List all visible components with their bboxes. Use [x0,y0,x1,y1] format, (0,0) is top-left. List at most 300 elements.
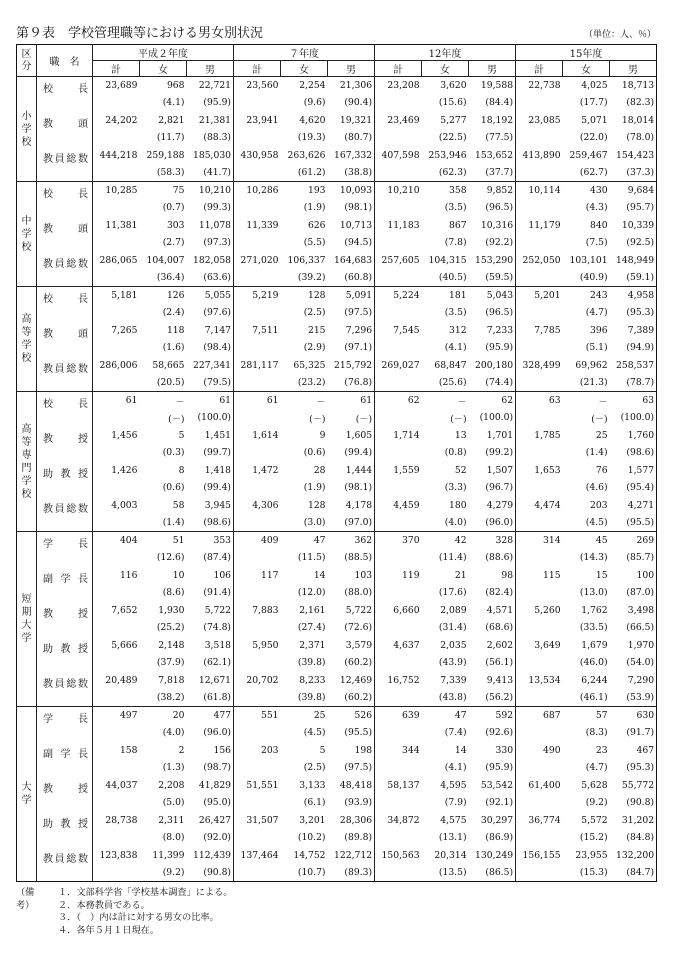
table-row [17,252,657,270]
ratio-cell: (89.8) [328,829,375,847]
value-cell: 11,399 [152,849,185,861]
value-cell: 112,439 [187,847,234,865]
ratio-cell: (3.5) [444,307,467,319]
ratio-cell: (9.2) [162,867,185,878]
ratio-cell: (96.5) [469,199,516,217]
empty-cell [93,514,140,532]
value-cell: － [422,392,469,410]
value-cell: 130,249 [469,847,516,865]
value-cell: 7,389 [627,324,655,336]
empty-cell [93,794,140,812]
value-cell: 2,371 [299,639,326,651]
empty-cell [375,304,422,322]
value-cell: 30,297 [469,812,516,830]
table-body [17,77,657,882]
value-cell: 5,055 [187,287,234,305]
empty-cell [516,584,563,602]
empty-cell [93,409,140,427]
value-cell: 4,459 [393,499,420,511]
position-label: 助教授 [37,637,93,672]
value-cell: 312 [449,324,467,336]
empty-cell [234,444,281,462]
value-cell: 23 [595,744,608,756]
value-cell: 26,427 [187,812,234,830]
value-cell: 1,614 [252,429,279,441]
value-cell: 63 [610,392,657,410]
value-cell: 31,507 [246,814,279,826]
position-label: 教 頭 [37,112,93,147]
ratio-cell: (10.7) [297,867,326,878]
value-cell: 41,829 [187,777,234,795]
position-label: 教 授 [37,427,93,462]
empty-cell [234,689,281,707]
value-cell: 15 [595,569,608,581]
empty-cell [375,794,422,812]
empty-cell [93,689,140,707]
section-label: 中学校 [17,182,37,287]
value-cell: 58,137 [387,779,420,791]
value-cell: 23,689 [105,80,138,91]
value-cell: 5,181 [93,287,140,305]
ratio-cell: (5.0) [162,797,185,809]
value-cell: 362 [328,532,375,550]
position-label: 教員総数 [37,147,93,182]
page-title: 第９表 学校管理職等における男女別状況 [16,26,264,41]
value-cell: 551 [234,707,281,725]
table-row [17,812,657,830]
value-cell: 103 [328,567,375,585]
value-cell: 20,702 [246,674,279,686]
value-cell: 116 [119,569,138,581]
value-cell: 61 [187,392,234,410]
ratio-cell: (63.6) [187,269,234,287]
ratio-row [17,654,657,672]
value-cell: 126 [140,287,187,305]
value-cell: 1,507 [469,462,516,480]
ratio-cell: (36.4) [156,272,185,283]
value-cell: 13,534 [528,674,561,686]
ratio-row [17,584,657,602]
value-cell: 23,955 [575,849,608,861]
header-sub: 女 [140,61,187,77]
value-cell: 2,161 [299,604,326,616]
ratio-cell: (37.7) [469,164,516,182]
empty-cell [234,479,281,497]
empty-cell [93,654,140,672]
empty-cell [234,794,281,812]
value-cell: 592 [469,707,516,725]
value-cell: 258,537 [616,359,655,371]
value-cell: 407,598 [381,149,420,161]
ratio-cell: (12.0) [297,587,326,599]
value-cell: 19,321 [328,112,375,130]
value-cell: 117 [260,569,279,581]
value-cell: 1,456 [111,429,138,441]
ratio-cell: (99.7) [187,444,234,462]
ratio-cell: (56.1) [469,654,516,672]
value-cell: 271,020 [240,254,279,266]
value-cell: 4,575 [440,814,467,826]
header-sub: 女 [422,61,469,77]
ratio-row [17,269,657,287]
ratio-row [17,724,657,742]
value-cell: 4,571 [469,602,516,620]
value-cell: 122,712 [328,847,375,865]
value-cell: 430 [563,182,610,200]
position-label: 校 長 [37,77,93,112]
value-cell: 263,626 [287,149,326,161]
value-cell: 7,545 [393,324,420,336]
ratio-cell: (62.7) [579,167,608,178]
value-cell: 61 [234,392,281,410]
value-cell: 330 [469,742,516,760]
empty-cell [234,129,281,147]
empty-cell [516,514,563,532]
ratio-cell: (4.1) [444,762,467,774]
header-section: 区分 [17,45,37,77]
table-row [17,287,657,305]
ratio-cell: (41.7) [187,164,234,182]
note-item: ４．各年５月１日現在。 [58,924,160,936]
notes-list [58,887,458,937]
value-cell: 626 [307,219,326,231]
ratio-cell: (90.8) [187,864,234,882]
ratio-cell: (89.3) [328,864,375,882]
ratio-cell: (17.7) [579,97,608,109]
value-cell: 45 [563,532,610,550]
ratio-cell: (92.5) [626,237,655,249]
ratio-cell: (4.5) [303,727,326,739]
value-cell: 16,752 [387,674,420,686]
ratio-cell: (97.3) [187,234,234,252]
value-cell: 76 [595,464,608,476]
ratio-cell: (4.0) [162,727,185,739]
value-cell: 14 [454,744,467,756]
ratio-cell: (11.5) [297,552,326,564]
ratio-cell: (9.6) [303,97,326,109]
position-label: 学 長 [37,532,93,567]
empty-cell [516,269,563,287]
value-cell: 243 [563,287,610,305]
empty-cell [375,374,422,392]
ratio-cell: (1.4) [162,517,185,528]
position-label: 助教授 [37,462,93,497]
value-cell: － [140,392,187,410]
empty-cell [375,164,422,182]
ratio-row [17,409,657,427]
value-cell: 2,602 [469,637,516,655]
value-cell: 7,265 [111,324,138,336]
ratio-cell: (0.3) [162,447,185,459]
empty-cell [375,94,422,112]
table-row [17,357,657,375]
ratio-cell: (79.5) [187,374,234,392]
value-cell: 106 [187,567,234,585]
header-sub: 男 [328,61,375,77]
value-cell: 1,760 [627,429,655,441]
value-cell: 98 [469,567,516,585]
value-cell: 153,652 [469,147,516,165]
value-cell: 182,058 [187,252,234,270]
value-cell: 396 [590,324,608,336]
value-cell: 10,285 [93,182,140,200]
value-cell: 42 [422,532,469,550]
value-cell: － [563,392,610,410]
value-cell: 7,511 [252,324,279,336]
empty-cell [516,689,563,707]
note-item: ２．本務教員である。 [58,899,150,911]
value-cell: 7,147 [187,322,234,340]
value-cell: 286,006 [99,359,138,371]
value-cell: 1,970 [627,639,655,651]
ratio-cell: (97.0) [328,514,375,532]
value-cell: 9,852 [469,182,516,200]
value-cell: 5 [178,429,185,441]
position-label: 教員総数 [37,847,93,882]
ratio-cell: (33.5) [579,622,608,634]
ratio-cell: (43.9) [438,657,467,669]
value-cell: 269,027 [381,359,420,371]
ratio-cell: (95.9) [469,759,516,777]
ratio-row [17,759,657,777]
value-cell: 36,774 [528,814,561,826]
ratio-cell: (4.7) [585,307,608,319]
ratio-cell: (76.8) [328,374,375,392]
ratio-cell: (95.7) [626,202,655,214]
ratio-cell: (0.8) [444,447,467,459]
value-cell: 31,202 [621,814,655,826]
ratio-cell: (93.9) [328,794,375,812]
ratio-cell: (99.4) [187,479,234,497]
ratio-cell: (8.0) [162,832,185,844]
ratio-cell: (4.1) [444,342,467,354]
value-cell: 1,418 [187,462,234,480]
empty-cell [93,304,140,322]
value-cell: 69,962 [575,359,608,371]
value-cell: 203 [260,744,279,756]
ratio-row [17,829,657,847]
value-cell: 5,043 [469,287,516,305]
value-cell: 21,381 [187,112,234,130]
empty-cell [375,479,422,497]
value-cell: 7,233 [469,322,516,340]
value-cell: 7,785 [534,324,561,336]
value-cell: 154,423 [616,149,655,161]
ratio-row [17,94,657,112]
value-cell: 630 [610,707,657,725]
ratio-cell: (95.9) [469,339,516,357]
value-cell: 5,219 [234,287,281,305]
data-table [16,44,657,882]
value-cell: 75 [140,182,187,200]
ratio-cell: (98.7) [187,759,234,777]
empty-cell [516,864,563,882]
ratio-cell: (2.4) [162,307,185,319]
value-cell: 5,071 [581,114,608,126]
empty-cell [234,374,281,392]
ratio-cell: (－) [591,413,608,425]
value-cell: 5,572 [581,814,608,826]
ratio-cell: (3.0) [303,517,326,528]
ratio-cell: (91.7) [626,727,655,739]
empty-cell [93,164,140,182]
position-label: 教員総数 [37,497,93,532]
ratio-cell: (62.1) [187,654,234,672]
empty-cell [234,304,281,322]
value-cell: 65,325 [293,359,326,371]
value-cell: 3,945 [187,497,234,515]
value-cell: 63 [516,392,563,410]
ratio-cell: (98.6) [187,514,234,532]
ratio-cell: (39.2) [297,272,326,283]
value-cell: 477 [187,707,234,725]
value-cell: 28,738 [105,814,138,826]
ratio-cell: (87.0) [626,587,655,599]
ratio-cell: (61.8) [187,689,234,707]
value-cell: 8 [178,464,185,476]
ratio-cell: (68.6) [469,619,516,637]
ratio-cell: (1.3) [162,762,185,774]
ratio-cell: (53.9) [626,692,655,703]
value-cell: 180 [449,499,467,511]
value-cell: 11,183 [387,219,420,231]
ratio-cell: (7.5) [585,237,608,249]
empty-cell [234,409,281,427]
value-cell: 269 [610,532,657,550]
empty-cell [234,199,281,217]
ratio-cell: (96.7) [469,479,516,497]
header-sub: 計 [234,61,281,77]
position-label: 教員総数 [37,357,93,392]
value-cell: 198 [328,742,375,760]
value-cell: 2,089 [440,604,467,616]
empty-cell [234,514,281,532]
ratio-cell: (12.6) [156,552,185,564]
ratio-cell: (95.5) [626,517,655,528]
value-cell: 185,030 [187,147,234,165]
empty-cell [375,689,422,707]
ratio-cell: (40.5) [438,272,467,283]
empty-cell [516,829,563,847]
value-cell: 215,792 [328,357,375,375]
ratio-cell: (2.7) [162,237,185,249]
ratio-cell: (98.4) [187,339,234,357]
empty-cell [516,94,563,112]
value-cell: 215 [307,324,326,336]
ratio-cell: (0.7) [162,202,185,214]
value-cell: 687 [516,707,563,725]
ratio-cell: (97.6) [187,304,234,322]
empty-cell [234,654,281,672]
ratio-cell: (98.1) [328,479,375,497]
value-cell: 2 [178,744,185,756]
value-cell: 5,091 [328,287,375,305]
empty-cell [516,304,563,322]
empty-cell [93,339,140,357]
value-cell: 370 [375,532,422,550]
ratio-cell: (95.4) [626,482,655,494]
header-year: 15年度 [516,45,657,61]
ratio-cell: (96.0) [469,514,516,532]
empty-cell [234,94,281,112]
value-cell: 14,752 [293,849,326,861]
value-cell: 156,155 [522,849,561,861]
table-row [17,672,657,690]
ratio-cell: (72.6) [328,619,375,637]
ratio-cell: (13.0) [579,587,608,599]
value-cell: 9,684 [610,182,657,200]
ratio-cell: (80.7) [328,129,375,147]
value-cell: 20 [140,707,187,725]
value-cell: 23,941 [246,114,279,126]
ratio-cell: (54.0) [626,657,655,669]
ratio-cell: (96.0) [187,724,234,742]
ratio-cell: (92.6) [469,724,516,742]
value-cell: 353 [187,532,234,550]
value-cell: 840 [590,219,608,231]
value-cell: 23,560 [246,80,279,91]
value-cell: 128 [281,287,328,305]
table-row [17,392,657,410]
value-cell: 23,208 [387,80,420,91]
ratio-cell: (46.0) [579,657,608,669]
value-cell: 18,192 [469,112,516,130]
ratio-cell: (95.0) [187,794,234,812]
value-cell: 413,890 [522,149,561,161]
value-cell: 62 [375,392,422,410]
value-cell: 51 [140,532,187,550]
table-row [17,427,657,445]
position-label: 副学長 [37,742,93,777]
value-cell: 22,721 [187,77,234,95]
table-row [17,847,657,865]
ratio-cell: (60.8) [328,269,375,287]
header-sub: 計 [93,61,140,77]
table-row [17,742,657,760]
empty-cell [516,234,563,252]
ratio-cell: (8.3) [585,727,608,739]
ratio-cell: (13.1) [438,832,467,844]
value-cell: 132,200 [616,849,655,861]
value-cell: 12,671 [187,672,234,690]
value-cell: 4,306 [252,499,279,511]
ratio-cell: (25.6) [438,377,467,388]
value-cell: 7,296 [328,322,375,340]
ratio-cell: (17.6) [438,587,467,599]
value-cell: 118 [166,324,185,336]
ratio-cell: (46.1) [579,692,608,703]
position-label: 校 長 [37,182,93,217]
value-cell: 5 [319,744,326,756]
ratio-row [17,234,657,252]
value-cell: 409 [234,532,281,550]
empty-cell [516,759,563,777]
value-cell: 53,542 [469,777,516,795]
ratio-cell: (95.3) [626,762,655,774]
section-label: 大学 [17,707,37,882]
ratio-cell: (100.0) [620,412,655,424]
ratio-cell: (22.5) [438,132,467,144]
ratio-cell: (84.4) [469,94,516,112]
value-cell: 48,418 [328,777,375,795]
ratio-cell: (92.2) [469,234,516,252]
ratio-cell: (38.2) [156,692,185,703]
empty-cell [516,339,563,357]
value-cell: 167,332 [328,147,375,165]
value-cell: 3,518 [187,637,234,655]
ratio-row [17,549,657,567]
value-cell: 3,201 [299,814,326,826]
